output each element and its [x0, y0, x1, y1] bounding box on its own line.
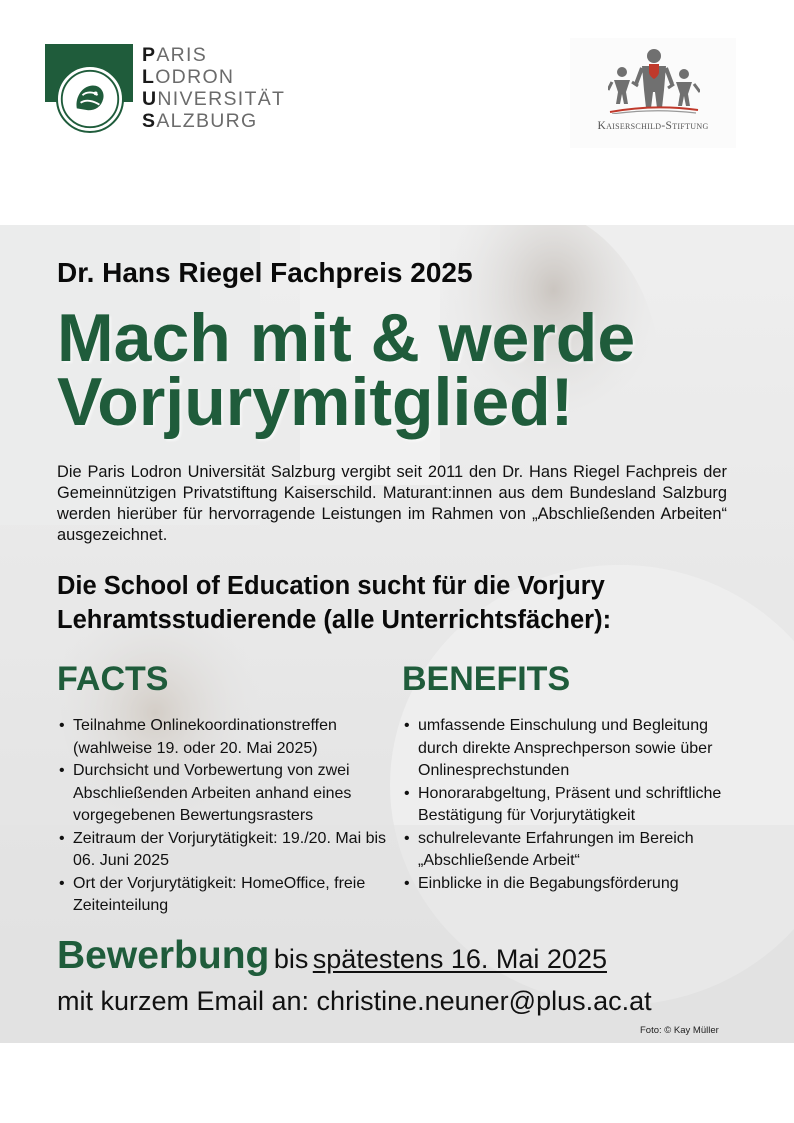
benefits-item: • umfassende Einschulung und Begleitung durch direkte Ansprechperson sowie über Onlinesprechstunden [402, 715, 742, 783]
facts-item: • Ort der Vorjurytätigkeit: HomeOffice, freie Zeiteinteilung [57, 873, 397, 918]
headline [57, 300, 757, 440]
benefits-list [402, 715, 742, 895]
plus-wordmark [142, 44, 285, 132]
application-word: Bewerbung [57, 934, 270, 977]
plus-initial: U [142, 88, 158, 110]
kaiserschild-logo [570, 38, 736, 148]
plus-initial: L [142, 66, 156, 88]
family-figures-icon [608, 46, 700, 114]
photo-credit: Foto: © Kay Müller [640, 1025, 719, 1036]
application-email-line: mit kurzem Email an: christine.neuner@plus.ac.at [57, 986, 652, 1016]
facts-item: • Durchsicht und Vorbewertung von zwei Abschließenden Arbeiten anhand eines vorgegebenen Bewertungsrasters [57, 760, 397, 828]
benefits-item: • Honorarabgeltung, Präsent und schriftliche Bestätigung für Vorjurytätigkeit [402, 783, 742, 828]
plus-initial: S [142, 110, 157, 132]
facts-heading: FACTS [57, 660, 169, 698]
school-call-line: Lehramtsstudierende (alle Unterrichtsfächer): [57, 606, 612, 634]
intro-paragraph: Die Paris Lodron Universität Salzburg vergibt seit 2011 den Dr. Hans Riegel Fachpreis der Gemeinnützigen Privatstiftung Kaiserschild. Maturant:innen aus dem Bundesland Salzburg werden hierüber für hervorragende Leistungen im Rahmen von „Abschließenden Arbeiten“ ausgezeichnet. [57, 463, 727, 544]
plus-logo [45, 44, 285, 138]
facts-item: • Zeitraum der Vorjurytätigkeit: 19./20. Mai bis 06. Juni 2025 [57, 828, 397, 873]
facts-item: • Teilnahme Onlinekoordinationstreffen (wahlweise 19. oder 20. Mai 2025) [57, 715, 397, 760]
school-call [57, 569, 757, 637]
benefits-heading: BENEFITS [402, 660, 571, 698]
kaiserschild-wordmark: Kaiserschild-Stiftung [597, 120, 709, 132]
headline-line: Vorjurymitglied! [57, 364, 574, 440]
plus-word-rest: ALZBURG [156, 110, 258, 132]
plus-word-rest: NIVERSITÄT [157, 88, 286, 110]
prize-subtitle: Dr. Hans Riegel Fachpreis 2025 [57, 257, 473, 288]
benefits-item: • schulrelevante Erfahrungen im Bereich „Abschließende Arbeit“ [402, 828, 742, 873]
plus-initial: P [142, 44, 157, 66]
benefits-item: • Einblicke in die Begabungsförderung [402, 873, 742, 896]
application-bis: bis [273, 944, 309, 974]
plus-seal-icon [56, 65, 124, 133]
facts-list [57, 715, 397, 918]
application-deadline [57, 934, 607, 978]
plus-word-rest: ODRON [155, 66, 235, 88]
application-date: spätestens 16. Mai 2025 [312, 944, 607, 974]
plus-word-rest: ARIS [156, 44, 208, 66]
headline-line: Mach mit & werde [57, 300, 636, 376]
school-call-line: Die School of Education sucht für die Vorjury [57, 572, 605, 600]
